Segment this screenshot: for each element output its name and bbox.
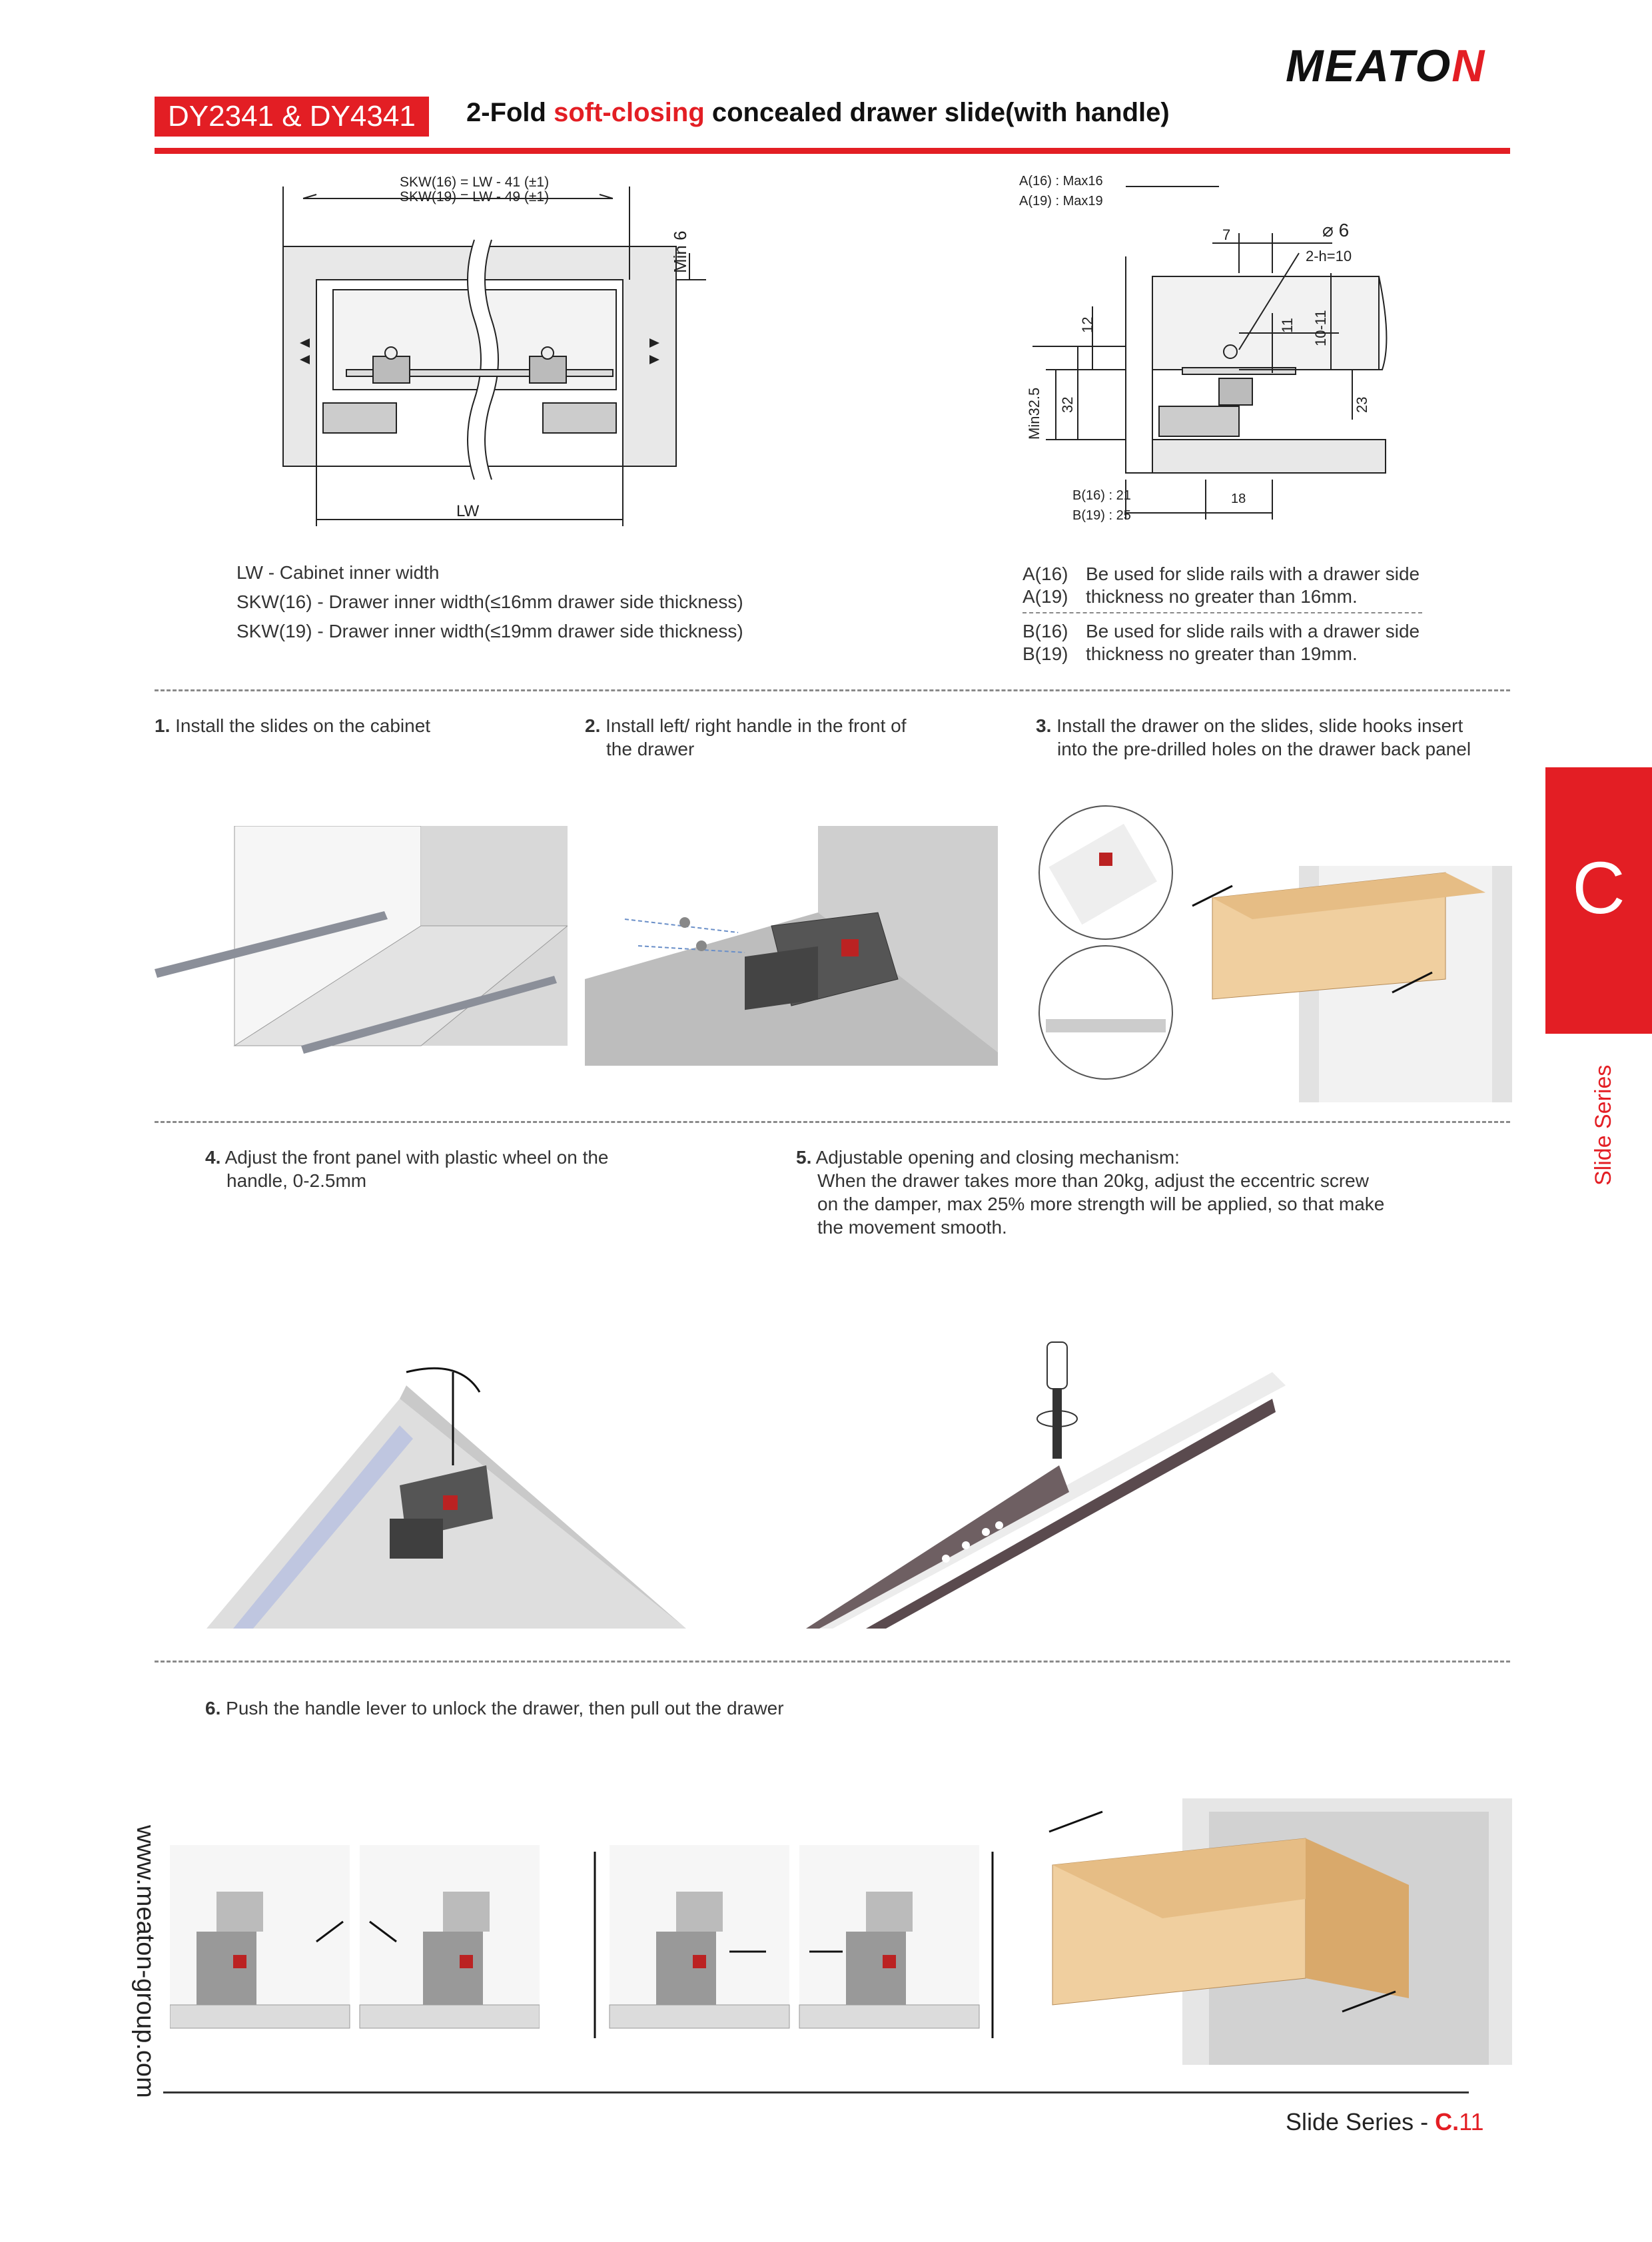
min6-label: Min 6 [670, 230, 690, 273]
skw19-formula: SKW(19) = LW - 49 (±1) [400, 189, 550, 204]
header-divider [155, 148, 1510, 154]
legend-a16-code: A(16) [1023, 563, 1068, 584]
dim-11: 11 [1279, 318, 1296, 333]
step-4-illustration [206, 1332, 686, 1629]
a16-spec: A(16) : Max16 [1019, 174, 1103, 188]
page-footer: Slide Series - C.11 [1286, 2108, 1484, 2135]
brand-logo: MEATON [1286, 41, 1486, 91]
hole-depth: 2-h=10 [1306, 248, 1352, 264]
lw-label: LW [456, 502, 480, 520]
b16-spec: B(16) : 21 [1072, 488, 1131, 503]
step-2-illustration [585, 826, 998, 1066]
dim-10-11: 10-11 [1312, 310, 1329, 346]
step-3-illustration [1032, 799, 1512, 1106]
legend-b16-code: B(16) [1023, 621, 1068, 641]
step-6-caption: 6. Push the handle lever to unlock the drawer, then pull out the drawer [205, 1698, 784, 1718]
website-wrapper [123, 1825, 163, 2098]
legend-separator [1023, 612, 1422, 613]
legend-skw16: SKW(16) - Drawer inner width(≤16mm drawer side thickness) [236, 591, 743, 612]
legend-b19-code: B(19) [1023, 643, 1068, 664]
hole-diameter: ⌀ 6 [1322, 220, 1350, 240]
step-4-caption: 4. Adjust the front panel with plastic wheel on the handle, 0-2.5mm [205, 1147, 609, 1191]
legend-a-line1: Be used for slide rails with a drawer side [1086, 563, 1420, 584]
step-3-caption: 3. Install the drawer on the slides, slide hooks insert into the pre-drilled holes on the drawer back panel [1036, 715, 1471, 759]
legend-skw19: SKW(19) - Drawer inner width(≤19mm drawer side thickness) [236, 621, 743, 641]
dim-23: 23 [1354, 396, 1370, 413]
step-5-caption: 5. Adjustable opening and closing mechanism: When the drawer takes more than 20kg, adjust the eccentric screw on the damper, max 25% more strength will be applied, so that make the movement smooth. [796, 1147, 1385, 1238]
dim-18: 18 [1231, 492, 1246, 506]
step-6-unlock-illustration [590, 1845, 1003, 2045]
step-5-illustration [806, 1332, 1286, 1629]
section-tab-label-wrapper [1585, 1059, 1625, 1192]
a19-spec: A(19) : Max19 [1019, 194, 1103, 208]
drawer-side-dimension-diagram [1019, 167, 1392, 540]
step-6-pull-drawer-illustration [1036, 1798, 1512, 2065]
step-1-illustration [155, 826, 568, 1059]
footer-divider [163, 2091, 1469, 2093]
page-title: 2-Fold soft-closing concealed drawer slide(with handle) [466, 98, 1170, 127]
section-divider-2 [155, 1121, 1510, 1123]
legend-a-line2: thickness no greater than 16mm. [1086, 586, 1358, 607]
legend-lw: LW - Cabinet inner width [236, 562, 440, 583]
legend-right [1023, 563, 1422, 665]
dim-32: 32 [1059, 396, 1076, 413]
legend-b-line1: Be used for slide rails with a drawer side [1086, 621, 1420, 641]
section-divider-1 [155, 689, 1510, 691]
cabinet-cross-section-diagram [253, 167, 706, 540]
section-divider-3 [155, 1661, 1510, 1663]
dim-12: 12 [1079, 316, 1096, 333]
dim-min32-5: Min32.5 [1026, 387, 1042, 440]
section-tab-label: Slide Series [1591, 1064, 1616, 1186]
legend-a19-code: A(19) [1023, 586, 1068, 607]
skw16-formula: SKW(16) = LW - 41 (±1) [400, 175, 550, 190]
model-badge: DY2341 & DY4341 [155, 97, 429, 137]
step-2-caption: 2. Install left/ right handle in the front of the drawer [585, 715, 907, 759]
section-tab-letter: C [1572, 847, 1625, 929]
website-url: www.meaton-group.com [131, 1825, 159, 2098]
dim-7: 7 [1222, 226, 1231, 243]
b19-spec: B(19) : 25 [1072, 508, 1131, 523]
step-6-handle-lever-illustration [170, 1845, 540, 2045]
legend-b-line2: thickness no greater than 19mm. [1086, 643, 1358, 664]
step-1-caption: 1. Install the slides on the cabinet [155, 715, 431, 736]
legend-left [236, 558, 743, 646]
